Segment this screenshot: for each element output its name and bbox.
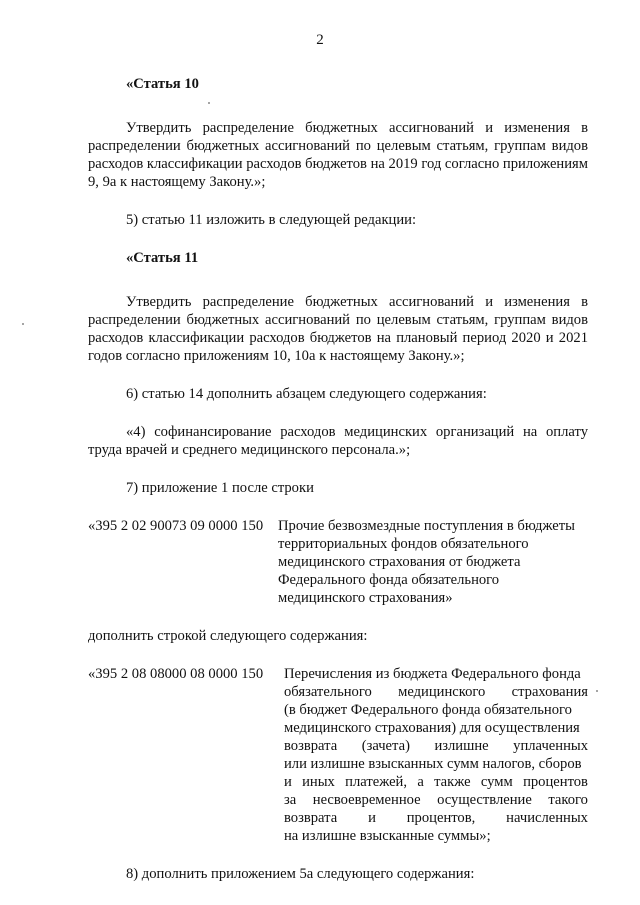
description-word: начисленных [506, 810, 588, 826]
description-line: на излишне взысканные суммы»; [284, 828, 491, 844]
description-word: (зачета) [361, 738, 410, 754]
item-6: 6) статью 14 дополнить абзацем следующего содержания: [126, 386, 487, 402]
item-7: 7) приложение 1 после строки [126, 480, 314, 496]
description-word: и [368, 810, 376, 826]
description-line [284, 773, 588, 791]
scan-speck [208, 102, 210, 104]
description-word: иных [302, 774, 335, 790]
scan-speck [596, 690, 598, 692]
description-word: и [284, 774, 292, 790]
article-11-text: Утвердить распределение бюджетных ассигнований и изменения в распределении бюджетных ассигнований по целевым статьям, группам видов расходов классификации расходов бюджетов на плановый период 2020 и 2021 годов согласно приложениям 10, 10а к настоящему Закону.»; [88, 294, 588, 364]
code-row-new [88, 665, 588, 845]
description-line: или излишне взысканных сумм налогов, сборов [284, 756, 582, 772]
description-word: за [284, 792, 297, 808]
item-8: 8) дополнить приложением 5а следующего содержания: [126, 866, 475, 882]
description-word: медицинского [398, 684, 486, 700]
scan-speck [22, 323, 24, 325]
description-word: осуществление [437, 792, 532, 808]
description-word: уплаченных [513, 738, 588, 754]
description-word: страхования [511, 684, 588, 700]
description-line [284, 791, 588, 809]
description-word: возврата [284, 738, 338, 754]
description-word: несвоевременное [312, 792, 421, 808]
description-word: процентов [523, 774, 588, 790]
item-5: 5) статью 11 изложить в следующей редакции: [126, 212, 417, 228]
description-line: Федерального фонда обязательного [278, 572, 500, 588]
item-6-quote: «4) софинансирование расходов медицинских организаций на оплату труда врачей и среднего медицинского персонала.»; [88, 424, 588, 458]
article-10-heading: «Статья 10 [126, 76, 199, 92]
code-row-new-description [284, 665, 588, 845]
supplement-text: дополнить строкой следующего содержания: [88, 628, 368, 644]
description-line: территориальных фондов обязательного [278, 536, 529, 552]
description-word: платежей, [345, 774, 408, 790]
code-row-existing-description [278, 517, 588, 607]
description-word: процентов, [406, 810, 476, 826]
description-line: Перечисления из бюджета Федерального фонда [284, 666, 581, 682]
description-line: (в бюджет Федерального фонда обязательного [284, 702, 572, 718]
code-row-new-code: «395 2 08 08000 08 0000 150 [88, 666, 264, 682]
article-11-heading: «Статья 11 [126, 250, 199, 266]
description-word: а [417, 774, 424, 790]
description-line: медицинского страхования» [278, 590, 453, 606]
description-word: обязательного [284, 684, 372, 700]
code-row-existing [88, 517, 588, 607]
description-line: медицинского страхования от бюджета [278, 554, 521, 570]
description-line [284, 737, 588, 755]
article-10-text: Утвердить распределение бюджетных ассигнований и изменения в распределении бюджетных ассигнований по целевым статьям, группам видов расходов классификации расходов бюджетов на 2019 год согласно приложениям 9, 9а к настоящему Закону.»; [88, 120, 589, 190]
description-line: Прочие безвозмездные поступления в бюджеты [278, 518, 575, 534]
description-word: сумм [480, 774, 513, 790]
description-line [284, 683, 588, 701]
code-row-existing-code: «395 2 02 90073 09 0000 150 [88, 518, 264, 534]
page-number: 2 [316, 32, 324, 48]
description-word: излишне [434, 738, 489, 754]
description-line [284, 809, 588, 827]
description-word: возврата [284, 810, 338, 826]
document-body [88, 75, 588, 903]
description-line: медицинского страхования) для осуществления [284, 720, 580, 736]
description-word: такого [548, 792, 588, 808]
description-word: также [434, 774, 471, 790]
